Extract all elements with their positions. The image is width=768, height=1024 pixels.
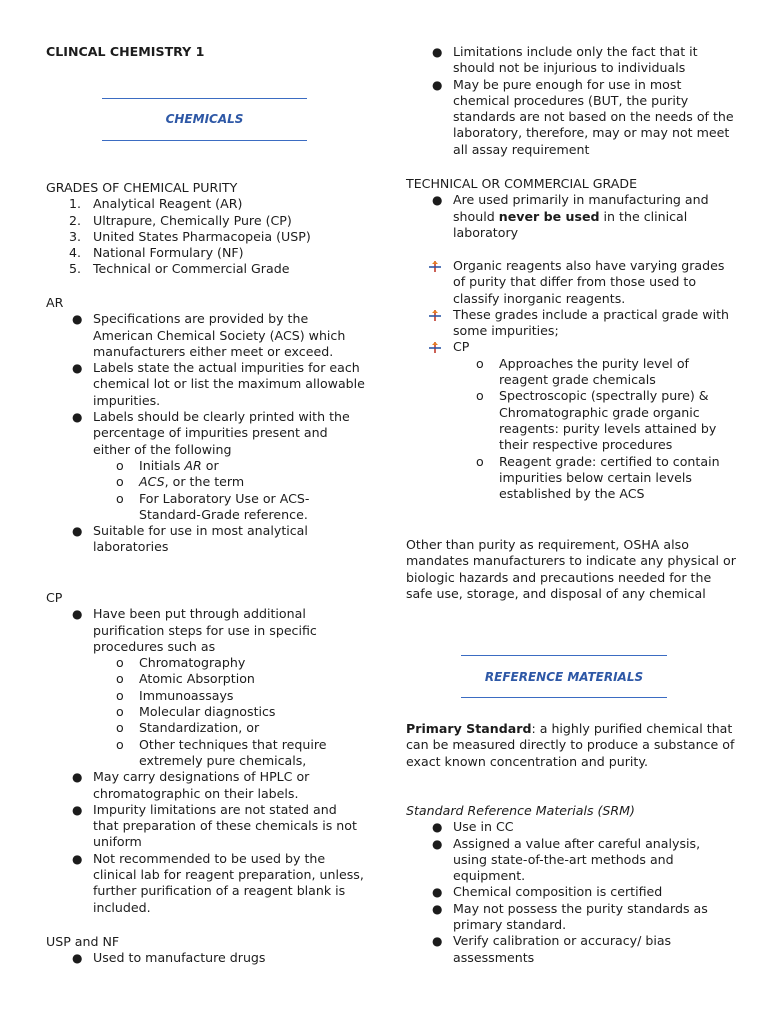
bullet-icon: ● — [432, 820, 443, 835]
bullet-icon: ● — [72, 312, 83, 327]
ar-label: AR — [46, 295, 64, 310]
list-item: ● Not recommended to be used by the clinical lab for reagent preparation, unless, further purification of a reagent blank is included. — [72, 850, 364, 915]
bullet-icon: ● — [72, 410, 83, 425]
bullet-icon: ● — [72, 770, 83, 785]
organic-section — [406, 258, 736, 502]
document-title: CLINCAL CHEMISTRY 1 — [46, 44, 205, 59]
bullet-icon: ● — [72, 524, 83, 539]
bullet-icon: ● — [72, 851, 83, 866]
arrow-marker-icon — [429, 342, 441, 353]
bullet-icon: ● — [72, 802, 83, 817]
sub-list-item: o Atomic Absorption — [116, 671, 255, 687]
sub-list-item: o Approaches the purity level of reagent grade chemicals — [476, 355, 689, 388]
arrow-marker-icon — [429, 261, 441, 272]
list-item: ● Labels state the actual impurities for each chemical lot or list the maximum allowable impurities. — [72, 360, 365, 408]
list-item: ● Used to manufacture drugs — [72, 950, 266, 966]
srm-label: Standard Reference Materials (SRM) — [406, 803, 635, 818]
list-item: ● Verify calibration or accuracy/ bias assessments — [432, 933, 672, 965]
list-item: ● Limitations include only the fact that it should not be injurious to individuals — [432, 44, 698, 76]
bullet-icon: ● — [432, 45, 443, 59]
usp-label: USP and NF — [46, 934, 120, 949]
list-item: These grades include a practical grade with some impurities; — [406, 307, 736, 340]
list-item: CP — [406, 339, 736, 355]
primary-standard: Primary Standard: a highly purified chemical that can be measured directly to produce a substance of exact known concentration and purity. — [406, 721, 735, 769]
bullet-icon: ● — [432, 885, 443, 900]
list-item: Organic reagents also have varying grades of purity that differ from those used to classify inorganic reagents. — [406, 258, 736, 307]
list-item: ● May carry designations of HPLC or chromatographic on their labels. — [72, 769, 310, 801]
cp-list — [46, 606, 366, 916]
list-item: ● Chemical composition is certified — [432, 884, 663, 900]
chemicals-rule-bottom — [102, 140, 307, 141]
grade-item: 5. Technical or Commercial Grade — [69, 261, 290, 277]
tech-section — [406, 176, 736, 241]
ar-list — [46, 311, 366, 555]
cp-label: CP — [46, 590, 63, 605]
bullet-icon: ● — [72, 361, 83, 376]
list-item: ● Are used primarily in manufacturing and should never be used in the clinical laboratory — [432, 192, 709, 240]
bullet-icon: ● — [432, 77, 443, 92]
arrow-marker-icon — [429, 310, 441, 321]
reference-rule-top — [461, 655, 667, 656]
list-item: ● Impurity limitations are not stated and that preparation of these chemicals is not uniform — [72, 801, 357, 850]
sub-list-item: o Reagent grade: certified to contain impurities below certain levels established by the ACS — [476, 453, 720, 502]
right-top-list — [406, 44, 736, 158]
list-item: ● Suitable for use in most analytical laboratories — [72, 523, 308, 555]
sub-list-item: o Initials AR or — [116, 457, 219, 473]
sub-list-item: o Spectroscopic (spectrally pure) & Chromatographic grade organic reagents: purity levels attained by their respective procedures — [476, 388, 717, 453]
sub-list-item: o Standardization, or — [116, 720, 260, 736]
bullet-icon: ● — [432, 836, 443, 851]
bullet-icon: ● — [432, 901, 443, 916]
sub-list-item: o For Laboratory Use or ACS-Standard-Grade reference. — [116, 490, 310, 522]
grades-section — [46, 180, 366, 278]
grade-item: 3. United States Pharmacopeia (USP) — [69, 228, 311, 244]
srm-section — [406, 803, 736, 966]
list-item: ● May be pure enough for use in most chemical procedures (BUT, the purity standards are not based on the needs of the laboratory, therefore, may or may not meet all assay requirement — [432, 76, 734, 157]
list-item: ● Labels should be clearly printed with the percentage of impurities present and either of the following — [72, 409, 350, 457]
reference-rule-bottom — [461, 697, 667, 698]
list-item: ● Have been put through additional purification steps for use in specific procedures such as — [72, 606, 317, 654]
bullet-icon: ● — [432, 193, 443, 208]
bullet-icon: ● — [432, 934, 443, 949]
bullet-icon: ● — [72, 951, 83, 966]
tech-label: TECHNICAL OR COMMERCIAL GRADE — [406, 176, 638, 191]
list-item: ● May not possess the purity standards as primary standard. — [432, 900, 708, 933]
sub-list-item: o ACS, or the term — [116, 474, 245, 490]
sub-list-item: o Molecular diagnostics — [116, 704, 276, 720]
bullet-icon: ● — [72, 607, 83, 622]
list-item: ● Use in CC — [432, 819, 514, 835]
usp-list — [46, 950, 366, 966]
chemicals-rule-top — [102, 98, 307, 99]
sub-list-item: o Other techniques that require extremely pure chemicals, — [116, 736, 327, 768]
list-item: ● Specifications are provided by the American Chemical Society (ACS) which manufacturers either meet or exceed. — [72, 311, 346, 359]
osha-paragraph: Other than purity as requirement, OSHA also mandates manufacturers to indicate any physical or biologic hazards and precautions needed for the safe use, storage, and disposal of any chemical — [406, 537, 736, 601]
grades-list — [46, 196, 366, 277]
sub-list-item: o Immunoassays — [116, 687, 234, 703]
list-item: ● Assigned a value after careful analysis, using state-of-the-art methods and equipment. — [432, 835, 701, 884]
sub-list-item: o Chromatography — [116, 655, 246, 671]
cp-section — [46, 590, 366, 916]
grade-item: 4. National Formulary (NF) — [69, 245, 244, 261]
ar-section — [46, 295, 366, 556]
usp-section — [46, 934, 366, 967]
grade-item: 2. Ultrapure, Chemically Pure (CP) — [69, 212, 292, 228]
grades-title: GRADES OF CHEMICAL PURITY — [46, 180, 238, 195]
grade-item: 1. Analytical Reagent (AR) — [69, 196, 243, 212]
chemicals-heading: CHEMICALS — [165, 112, 244, 126]
reference-heading: REFERENCE MATERIALS — [484, 670, 644, 684]
